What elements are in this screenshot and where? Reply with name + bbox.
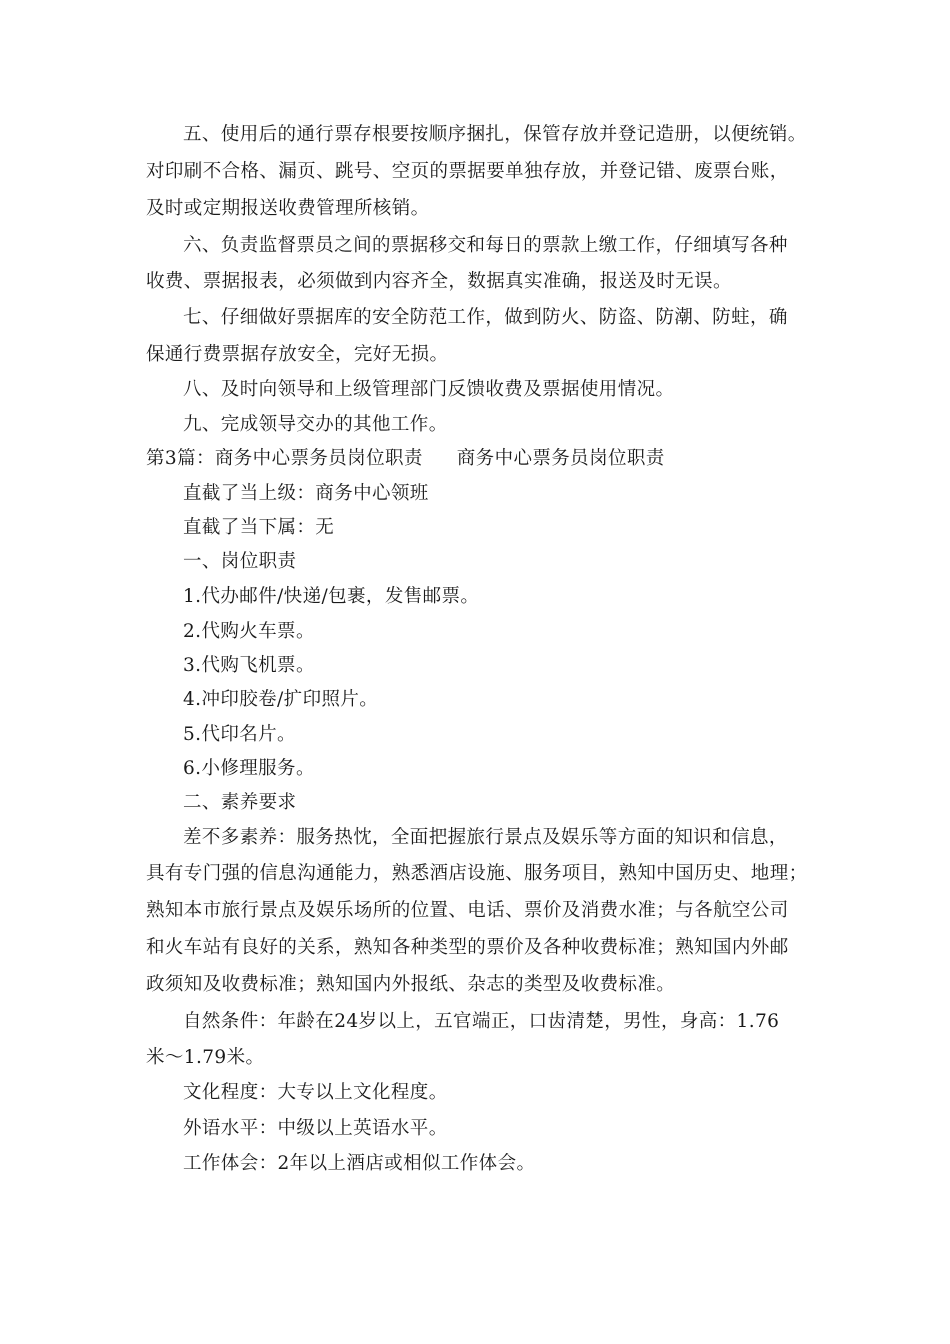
paragraph-line: 自然条件：年龄在24岁以上，五官端正，口齿清楚，男性，身高：1.76 — [183, 1011, 780, 1032]
section-heading — [146, 447, 665, 471]
list-item: 2.代购火车票。 — [183, 621, 315, 642]
paragraph-line: 及时或定期报送收费管理所核销。 — [146, 198, 430, 219]
paragraph-line: 保通行费票据存放安全，完好无损。 — [146, 344, 449, 365]
paragraph-line: 二、素养要求 — [183, 792, 297, 813]
paragraph-line: 具有专门强的信息沟通能力，熟悉酒店设施、服务项目，熟知中国历史、地理； — [146, 863, 808, 884]
paragraph-line: 直截了当上级：商务中心领班 — [183, 483, 429, 504]
list-item: 6.小修理服务。 — [183, 758, 315, 779]
paragraph-line: 八、及时向领导和上级管理部门反馈收费及票据使用情况。 — [183, 379, 675, 400]
paragraph-line: 一、岗位职责 — [183, 551, 297, 572]
section-heading-label: 第3篇：商务中心票务员岗位职责 — [146, 448, 423, 469]
list-item: 4.冲印胶卷/扩印照片。 — [183, 689, 379, 710]
paragraph-line: 五、使用后的通行票存根要按顺序捆扎，保管存放并登记造册，以便统销。 — [183, 124, 807, 145]
list-item: 3.代购飞机票。 — [183, 655, 315, 676]
paragraph-line: 政须知及收费标准；熟知国内外报纸、杂志的类型及收费标准。 — [146, 974, 676, 995]
paragraph-line: 米～1.79米。 — [146, 1047, 265, 1068]
paragraph-line: 熟知本市旅行景点及娱乐场所的位置、电话、票价及消费水准；与各航空公司 — [146, 900, 789, 921]
paragraph-line: 外语水平：中级以上英语水平。 — [183, 1118, 448, 1139]
list-item: 1.代办邮件/快递/包裹，发售邮票。 — [183, 586, 480, 607]
paragraph-line: 收费、票据报表，必须做到内容齐全，数据真实准确，报送及时无误。 — [146, 271, 732, 292]
paragraph-line: 差不多素养：服务热忱，全面把握旅行景点及娱乐等方面的知识和信息， — [183, 827, 788, 848]
paragraph-line: 工作体会：2年以上酒店或相似工作体会。 — [183, 1153, 536, 1174]
paragraph-line: 文化程度：大专以上文化程度。 — [183, 1082, 448, 1103]
paragraph-line: 六、负责监督票员之间的票据移交和每日的票款上缴工作，仔细填写各种 — [183, 235, 788, 256]
paragraph-line: 和火车站有良好的关系，熟知各种类型的票价及各种收费标准；熟知国内外邮 — [146, 937, 789, 958]
list-item: 5.代印名片。 — [183, 724, 296, 745]
paragraph-line: 对印刷不合格、漏页、跳号、空页的票据要单独存放，并登记错、废票台账， — [146, 161, 789, 182]
paragraph-line: 七、仔细做好票据库的安全防范工作，做到防火、防盗、防潮、防蛀，确 — [183, 307, 788, 328]
paragraph-line: 直截了当下属：无 — [183, 517, 335, 538]
section-heading-title: 商务中心票务员岗位职责 — [456, 448, 665, 469]
paragraph-line: 九、完成领导交办的其他工作。 — [183, 414, 448, 435]
